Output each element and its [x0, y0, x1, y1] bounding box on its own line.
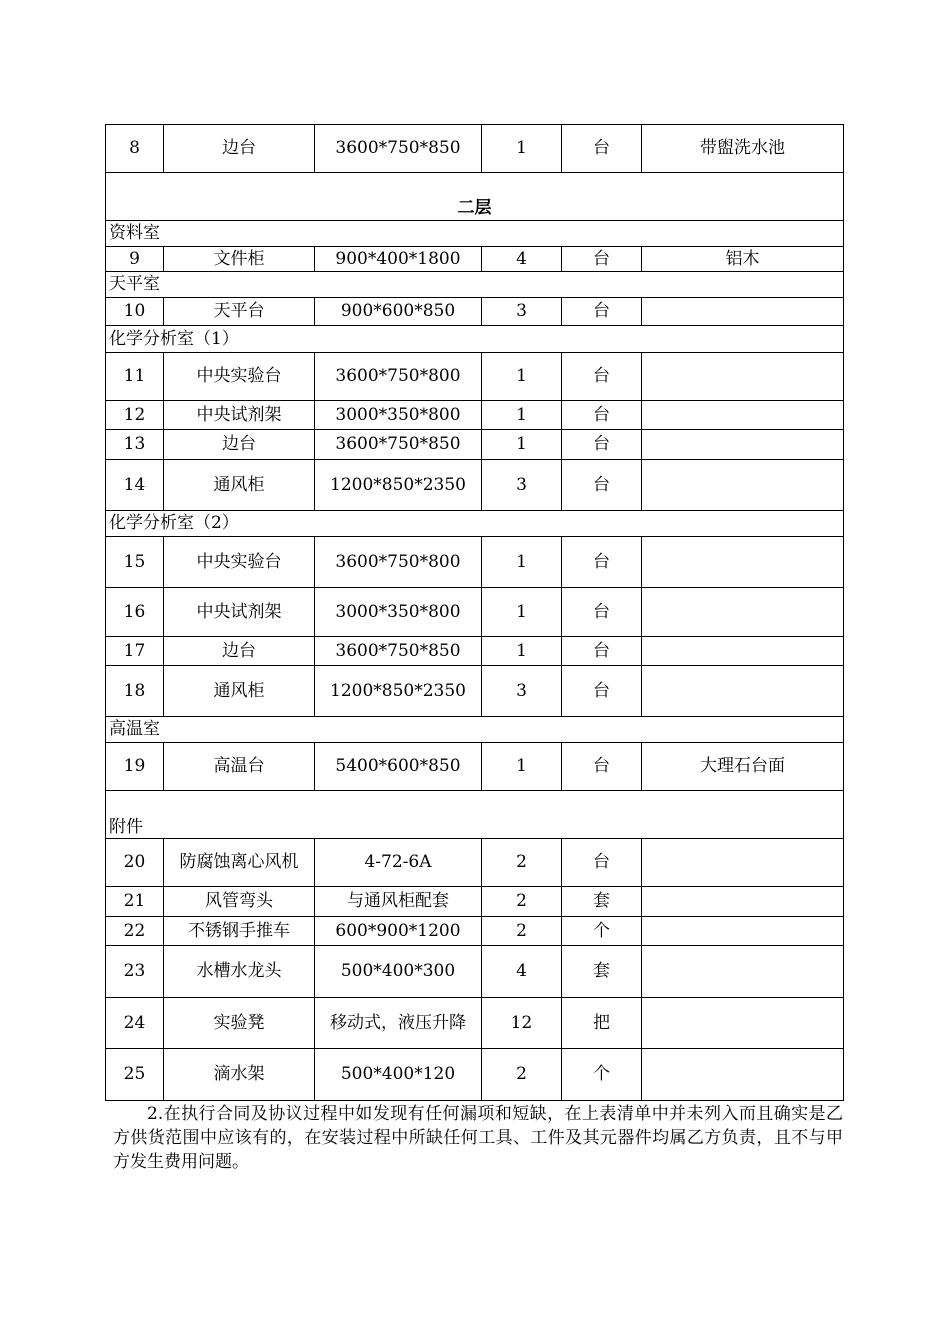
item-name: 边台 — [164, 637, 315, 666]
item-name: 天平台 — [164, 298, 315, 326]
section-row — [106, 511, 844, 537]
item-spec: 3600*750*850 — [315, 637, 482, 666]
item-name: 通风柜 — [164, 666, 315, 717]
section-label: 高温室 — [106, 717, 844, 743]
table-row — [106, 743, 844, 791]
item-quantity: 3 — [482, 460, 562, 511]
item-quantity: 2 — [482, 839, 562, 887]
table-row — [106, 125, 844, 173]
item-remark — [642, 537, 844, 588]
section-row — [106, 272, 844, 298]
equipment-table — [105, 124, 844, 1101]
item-number: 18 — [106, 666, 164, 717]
item-quantity: 1 — [482, 637, 562, 666]
item-spec: 与通风柜配套 — [315, 887, 482, 917]
item-name: 边台 — [164, 125, 315, 173]
item-unit: 台 — [562, 430, 642, 460]
item-unit: 套 — [562, 946, 642, 998]
item-spec: 500*400*300 — [315, 946, 482, 998]
item-number: 25 — [106, 1049, 164, 1101]
item-name: 中央实验台 — [164, 353, 315, 401]
item-spec: 1200*850*2350 — [315, 666, 482, 717]
item-unit: 台 — [562, 298, 642, 326]
item-spec: 500*400*120 — [315, 1049, 482, 1101]
item-quantity: 1 — [482, 125, 562, 173]
item-spec: 1200*850*2350 — [315, 460, 482, 511]
item-unit: 台 — [562, 743, 642, 791]
item-remark — [642, 430, 844, 460]
item-spec: 3000*350*800 — [315, 401, 482, 430]
item-name: 通风柜 — [164, 460, 315, 511]
item-quantity: 2 — [482, 887, 562, 917]
item-spec: 4-72-6A — [315, 839, 482, 887]
floor-heading: 二层 — [106, 173, 844, 221]
item-quantity: 4 — [482, 946, 562, 998]
item-name: 水槽水龙头 — [164, 946, 315, 998]
item-remark — [642, 588, 844, 637]
item-spec: 5400*600*850 — [315, 743, 482, 791]
item-name: 中央试剂架 — [164, 401, 315, 430]
item-remark — [642, 839, 844, 887]
item-unit: 台 — [562, 839, 642, 887]
item-spec: 600*900*1200 — [315, 917, 482, 946]
item-unit: 套 — [562, 887, 642, 917]
item-unit: 个 — [562, 917, 642, 946]
item-spec: 3000*350*800 — [315, 588, 482, 637]
item-number: 17 — [106, 637, 164, 666]
table-row — [106, 1049, 844, 1101]
table-row — [106, 298, 844, 326]
item-remark — [642, 887, 844, 917]
item-unit: 台 — [562, 247, 642, 272]
item-number: 19 — [106, 743, 164, 791]
item-number: 14 — [106, 460, 164, 511]
item-quantity: 2 — [482, 1049, 562, 1101]
item-quantity: 1 — [482, 743, 562, 791]
section-row — [106, 717, 844, 743]
item-unit: 台 — [562, 460, 642, 511]
item-remark: 铝木 — [642, 247, 844, 272]
item-remark — [642, 353, 844, 401]
item-name: 边台 — [164, 430, 315, 460]
item-spec: 3600*750*850 — [315, 125, 482, 173]
table-row — [106, 998, 844, 1049]
item-quantity: 1 — [482, 353, 562, 401]
item-name: 风管弯头 — [164, 887, 315, 917]
item-unit: 把 — [562, 998, 642, 1049]
floor-heading-row — [106, 173, 844, 221]
section-row — [106, 326, 844, 353]
item-unit: 台 — [562, 353, 642, 401]
item-number: 16 — [106, 588, 164, 637]
table-row — [106, 430, 844, 460]
item-quantity: 1 — [482, 588, 562, 637]
table-row — [106, 917, 844, 946]
item-remark — [642, 917, 844, 946]
item-unit: 台 — [562, 401, 642, 430]
item-unit: 台 — [562, 537, 642, 588]
item-name: 高温台 — [164, 743, 315, 791]
item-quantity: 3 — [482, 666, 562, 717]
section-label: 化学分析室（1） — [106, 326, 844, 353]
section-label: 天平室 — [106, 272, 844, 298]
item-quantity: 1 — [482, 430, 562, 460]
section-label: 资料室 — [106, 221, 844, 247]
item-spec: 900*400*1800 — [315, 247, 482, 272]
item-spec: 3600*750*800 — [315, 353, 482, 401]
item-unit: 台 — [562, 588, 642, 637]
table-row — [106, 839, 844, 887]
item-unit: 台 — [562, 637, 642, 666]
item-remark: 带盥洗水池 — [642, 125, 844, 173]
item-unit: 台 — [562, 666, 642, 717]
item-quantity: 12 — [482, 998, 562, 1049]
item-number: 12 — [106, 401, 164, 430]
item-remark — [642, 637, 844, 666]
item-number: 11 — [106, 353, 164, 401]
item-remark — [642, 460, 844, 511]
item-quantity: 1 — [482, 401, 562, 430]
section-row — [106, 221, 844, 247]
item-number: 8 — [106, 125, 164, 173]
item-unit: 台 — [562, 125, 642, 173]
item-remark — [642, 298, 844, 326]
item-remark — [642, 401, 844, 430]
item-quantity: 3 — [482, 298, 562, 326]
table-row — [106, 247, 844, 272]
table-row — [106, 460, 844, 511]
item-name: 滴水架 — [164, 1049, 315, 1101]
item-number: 20 — [106, 839, 164, 887]
item-number: 22 — [106, 917, 164, 946]
table-row — [106, 537, 844, 588]
section-label: 附件 — [106, 791, 844, 839]
item-number: 21 — [106, 887, 164, 917]
item-number: 9 — [106, 247, 164, 272]
item-quantity: 1 — [482, 537, 562, 588]
item-name: 中央实验台 — [164, 537, 315, 588]
item-spec: 900*600*850 — [315, 298, 482, 326]
contract-note-paragraph: 2.在执行合同及协议过程中如发现有任何漏项和短缺，在上表清单中并未列入而且确实是乙方供货范围中应该有的，在安装过程中所缺任何工具、工件及其元器件均属乙方负责，且不与甲方发生费用问题。 — [113, 1104, 843, 1172]
item-number: 15 — [106, 537, 164, 588]
item-spec: 3600*750*850 — [315, 430, 482, 460]
item-name: 实验凳 — [164, 998, 315, 1049]
item-remark: 大理石台面 — [642, 743, 844, 791]
item-number: 24 — [106, 998, 164, 1049]
item-remark — [642, 946, 844, 998]
item-spec: 移动式，液压升降 — [315, 998, 482, 1049]
item-name: 中央试剂架 — [164, 588, 315, 637]
item-name: 不锈钢手推车 — [164, 917, 315, 946]
item-quantity: 2 — [482, 917, 562, 946]
item-remark — [642, 998, 844, 1049]
item-remark — [642, 1049, 844, 1101]
item-number: 10 — [106, 298, 164, 326]
item-number: 13 — [106, 430, 164, 460]
item-name: 防腐蚀离心风机 — [164, 839, 315, 887]
table-row — [106, 887, 844, 917]
table-row — [106, 588, 844, 637]
item-remark — [642, 666, 844, 717]
item-number: 23 — [106, 946, 164, 998]
table-row — [106, 353, 844, 401]
section-row — [106, 791, 844, 839]
table-row — [106, 401, 844, 430]
item-unit: 个 — [562, 1049, 642, 1101]
item-spec: 3600*750*800 — [315, 537, 482, 588]
table-row — [106, 666, 844, 717]
item-name: 文件柜 — [164, 247, 315, 272]
item-quantity: 4 — [482, 247, 562, 272]
table-row — [106, 637, 844, 666]
section-label: 化学分析室（2） — [106, 511, 844, 537]
table-row — [106, 946, 844, 998]
